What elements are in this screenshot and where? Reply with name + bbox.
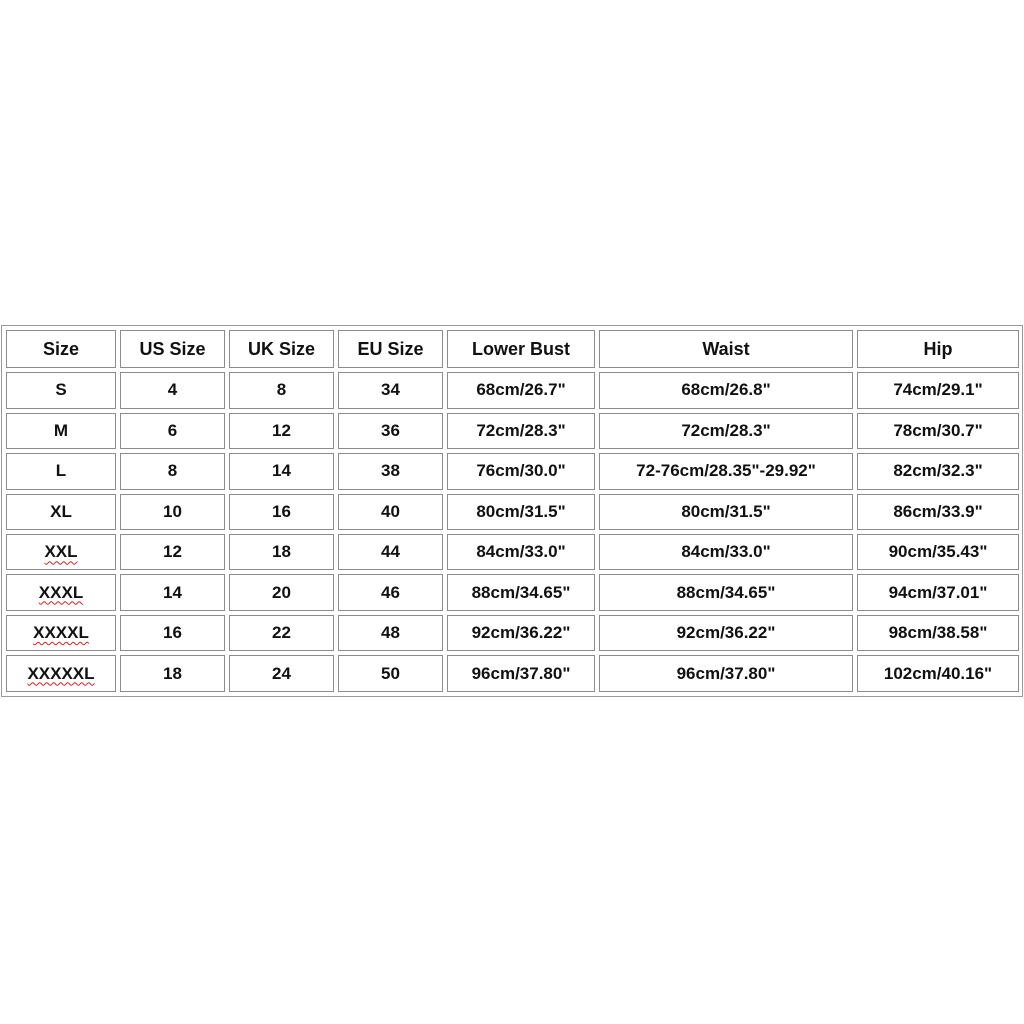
cell-waist: 92cm/36.22" bbox=[599, 615, 853, 651]
cell-waist: 84cm/33.0" bbox=[599, 534, 853, 570]
cell-lower-bust: 80cm/31.5" bbox=[447, 494, 595, 530]
cell-eu-size: 44 bbox=[338, 534, 443, 570]
cell-eu-size: 40 bbox=[338, 494, 443, 530]
cell-lower-bust: 72cm/28.3" bbox=[447, 413, 595, 449]
size-table bbox=[2, 326, 1023, 696]
header-eu-size: EU Size bbox=[338, 330, 443, 368]
size-label: XXXXL bbox=[33, 623, 89, 643]
cell-hip: 82cm/32.3" bbox=[857, 453, 1019, 489]
size-label: XXXL bbox=[38, 582, 84, 602]
cell-hip: 94cm/37.01" bbox=[857, 574, 1019, 610]
cell-lower-bust: 88cm/34.65" bbox=[447, 574, 595, 610]
cell-size bbox=[6, 655, 116, 692]
cell-waist: 88cm/34.65" bbox=[599, 574, 853, 610]
cell-uk-size: 16 bbox=[229, 494, 334, 530]
table-row bbox=[6, 494, 1019, 530]
cell-eu-size: 38 bbox=[338, 453, 443, 489]
cell-uk-size: 24 bbox=[229, 655, 334, 692]
cell-size: M bbox=[6, 413, 116, 449]
cell-lower-bust: 96cm/37.80" bbox=[447, 655, 595, 692]
cell-waist: 72cm/28.3" bbox=[599, 413, 853, 449]
cell-uk-size: 14 bbox=[229, 453, 334, 489]
cell-hip: 102cm/40.16" bbox=[857, 655, 1019, 692]
cell-eu-size: 36 bbox=[338, 413, 443, 449]
cell-lower-bust: 68cm/26.7" bbox=[447, 372, 595, 408]
cell-size bbox=[6, 574, 116, 610]
cell-size bbox=[6, 615, 116, 651]
table-row bbox=[6, 453, 1019, 489]
header-waist: Waist bbox=[599, 330, 853, 368]
cell-size bbox=[6, 534, 116, 570]
header-row bbox=[6, 330, 1019, 368]
cell-hip: 86cm/33.9" bbox=[857, 494, 1019, 530]
cell-size: S bbox=[6, 372, 116, 408]
cell-eu-size: 48 bbox=[338, 615, 443, 651]
cell-us-size: 12 bbox=[120, 534, 225, 570]
cell-waist: 68cm/26.8" bbox=[599, 372, 853, 408]
cell-us-size: 4 bbox=[120, 372, 225, 408]
cell-us-size: 14 bbox=[120, 574, 225, 610]
cell-uk-size: 12 bbox=[229, 413, 334, 449]
cell-eu-size: 34 bbox=[338, 372, 443, 408]
cell-hip: 90cm/35.43" bbox=[857, 534, 1019, 570]
cell-size: L bbox=[6, 453, 116, 489]
cell-lower-bust: 84cm/33.0" bbox=[447, 534, 595, 570]
cell-us-size: 18 bbox=[120, 655, 225, 692]
cell-hip: 98cm/38.58" bbox=[857, 615, 1019, 651]
cell-eu-size: 50 bbox=[338, 655, 443, 692]
header-uk-size: UK Size bbox=[229, 330, 334, 368]
cell-waist: 96cm/37.80" bbox=[599, 655, 853, 692]
cell-lower-bust: 76cm/30.0" bbox=[447, 453, 595, 489]
cell-us-size: 8 bbox=[120, 453, 225, 489]
cell-waist: 72-76cm/28.35"-29.92" bbox=[599, 453, 853, 489]
header-lower-bust: Lower Bust bbox=[447, 330, 595, 368]
cell-uk-size: 18 bbox=[229, 534, 334, 570]
cell-uk-size: 20 bbox=[229, 574, 334, 610]
table-row bbox=[6, 413, 1019, 449]
cell-us-size: 10 bbox=[120, 494, 225, 530]
table-row bbox=[6, 534, 1019, 570]
cell-eu-size: 46 bbox=[338, 574, 443, 610]
cell-hip: 78cm/30.7" bbox=[857, 413, 1019, 449]
size-label: XXXXXL bbox=[27, 663, 95, 683]
table-row bbox=[6, 574, 1019, 610]
cell-uk-size: 8 bbox=[229, 372, 334, 408]
cell-size: XL bbox=[6, 494, 116, 530]
cell-hip: 74cm/29.1" bbox=[857, 372, 1019, 408]
cell-waist: 80cm/31.5" bbox=[599, 494, 853, 530]
header-us-size: US Size bbox=[120, 330, 225, 368]
cell-us-size: 16 bbox=[120, 615, 225, 651]
table-row bbox=[6, 615, 1019, 651]
header-hip: Hip bbox=[857, 330, 1019, 368]
size-chart bbox=[1, 325, 1023, 697]
size-label: XXL bbox=[44, 542, 78, 562]
table-row bbox=[6, 655, 1019, 692]
table-row bbox=[6, 372, 1019, 408]
header-size: Size bbox=[6, 330, 116, 368]
cell-lower-bust: 92cm/36.22" bbox=[447, 615, 595, 651]
cell-us-size: 6 bbox=[120, 413, 225, 449]
cell-uk-size: 22 bbox=[229, 615, 334, 651]
